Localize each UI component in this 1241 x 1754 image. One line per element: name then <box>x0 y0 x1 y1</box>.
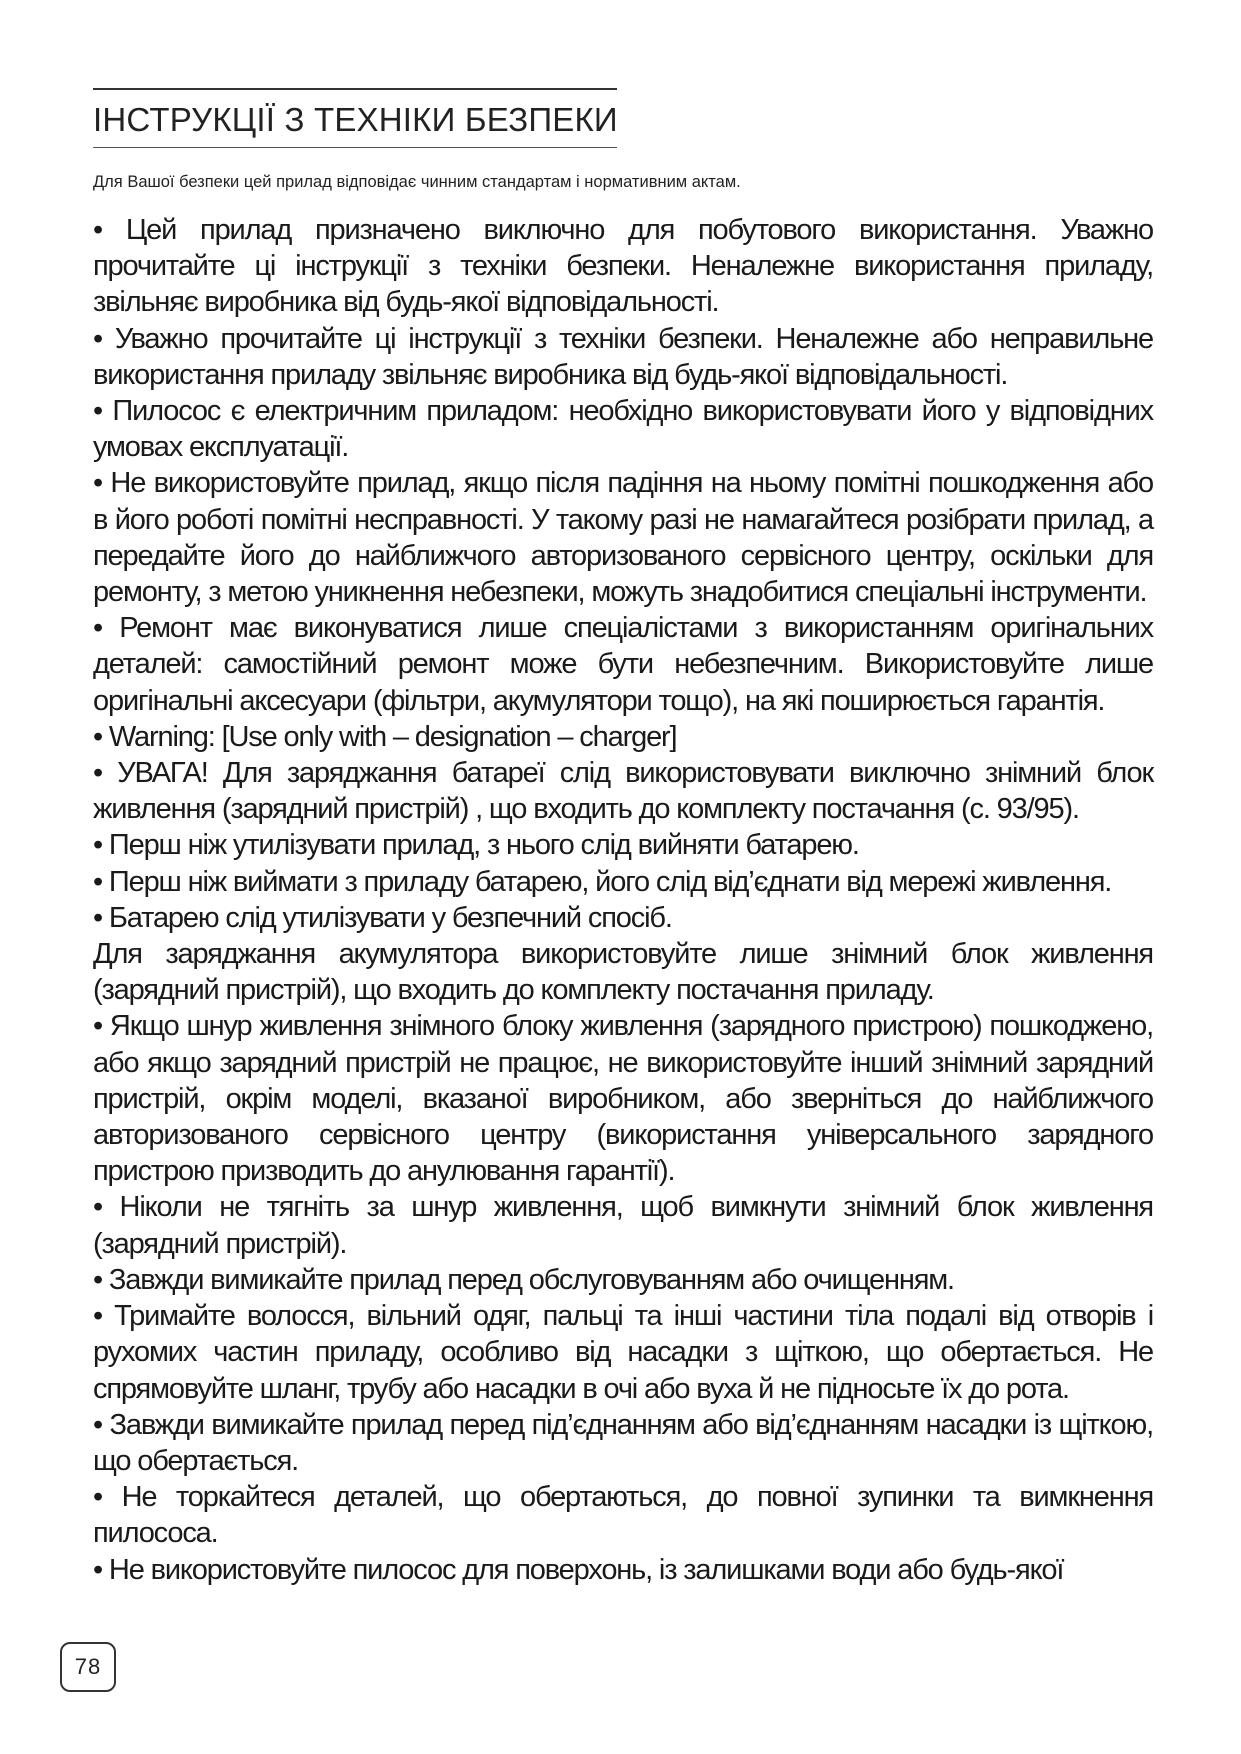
page-number-box <box>60 1642 116 1692</box>
safety-paragraph-battery-disposal: • Батарею слід утилізувати у безпечний спосіб. <box>93 901 672 934</box>
safety-paragraph-damaged-device: • Не використовуйте прилад, якщо після падіння на ньому помітні пошкодження або в його роботі помітні несправності. У такому разі не намагайтеся розібрати прилад, а передайте його до найближчого авторизованого сервісного центру, оскільки для ремонту, з метою уникнення небезпеки, можуть знадобитися спеціальні інструменти. <box>93 467 1153 609</box>
safety-paragraph-read-instructions: • Уважно прочитайте ці інструкції з техніки безпеки. Неналежне або неправильне використання приладу звільняє виробника від будь-якої відповідальності. <box>93 322 1153 391</box>
header-rule-bottom <box>93 147 617 148</box>
safety-paragraph-caution-charging: • УВАГА! Для заряджання батареї слід використовувати виключно знімний блок живлення (зарядний пристрій) , що входить до комплекту постачання (с. 93/95). <box>93 757 1153 826</box>
safety-paragraph-brush-attachment: • Завжди вимикайте прилад перед під’єднанням або від’єднанням насадки із щіткою, що обертається. <box>93 1408 1153 1477</box>
safety-paragraph-rotating-parts: • Не торкайтеся деталей, що обертаються, до повної зупинки та вимкнення пилососа. <box>93 1481 1153 1550</box>
intro-text: Для Вашої безпеки цей прилад відповідає чинним стандартам і нормативним актам. <box>93 173 741 191</box>
safety-paragraph-household-use: • Цей прилад призначено виключно для побутового використання. Уважно прочитайте ці інструкції з техніки безпеки. Неналежне використання приладу, звільняє виробника від будь-якої відповідальності. <box>93 214 1153 319</box>
header-rule-top <box>93 88 617 90</box>
page-number: 78 <box>74 1654 102 1679</box>
safety-paragraph-switch-off-cleaning: • Завжди вимикайте прилад перед обслуговуванням або очищенням. <box>93 1263 954 1296</box>
safety-paragraph-warning-charger: • Warning: [Use only with – designation – charger] <box>93 720 677 753</box>
safety-paragraph-remove-battery: • Перш ніж утилізувати прилад, з нього слід вийняти батарею. <box>93 829 859 862</box>
safety-instructions-body <box>93 212 1153 1588</box>
safety-paragraph-supplied-charger: Для заряджання акумулятора використовуйте лише знімний блок живлення (зарядний пристрій), що входить до комплекту постачання приладу. <box>93 938 1153 1007</box>
safety-paragraph-disconnect-mains: • Перш ніж виймати з приладу батарею, його слід від’єднати від мережі живлення. <box>93 865 1112 898</box>
safety-paragraph-electrical-device: • Пилосос є електричним приладом: необхідно використовувати його у відповідних умовах експлуатації. <box>93 395 1153 464</box>
safety-paragraph-repair: • Ремонт має виконуватися лише спеціалістами з використанням оригінальних деталей: самостійний ремонт може бути небезпечним. Використовуйте лише оригінальні аксесуари (фільтри, акумулятори тощо), на які поширюється гарантія. <box>93 612 1153 717</box>
safety-paragraph-pull-cord: • Ніколи не тягніть за шнур живлення, щоб вимкнути знімний блок живлення (зарядний пристрій). <box>93 1191 1153 1260</box>
safety-paragraph-wet-surfaces: • Не використовуйте пилосос для поверхонь, із залишками води або будь-якої <box>93 1553 1064 1586</box>
safety-paragraph-keep-away: • Тримайте волосся, вільний одяг, пальці та інші частини тіла подалі від отворів і рухомих частин приладу, особливо від насадки з щіткою, що обертається. Не спрямовуйте шланг, трубу або насадки в очі або вуха й не підносьте їх до рота. <box>93 1300 1153 1405</box>
page-title: ІНСТРУКЦІЇ З ТЕХНІКИ БЕЗПЕКИ <box>93 101 618 138</box>
safety-paragraph-damaged-cord: • Якщо шнур живлення знімного блоку живлення (зарядного пристрою) пошкоджено, або якщо зарядний пристрій не працює, не використовуйте інший знімний зарядний пристрій, окрім моделі, вказаної виробником, або зверніться до найближчого авторизованого сервісного центру (використання універсального зарядного пристрою призводить до анулювання гарантії). <box>93 1010 1153 1188</box>
